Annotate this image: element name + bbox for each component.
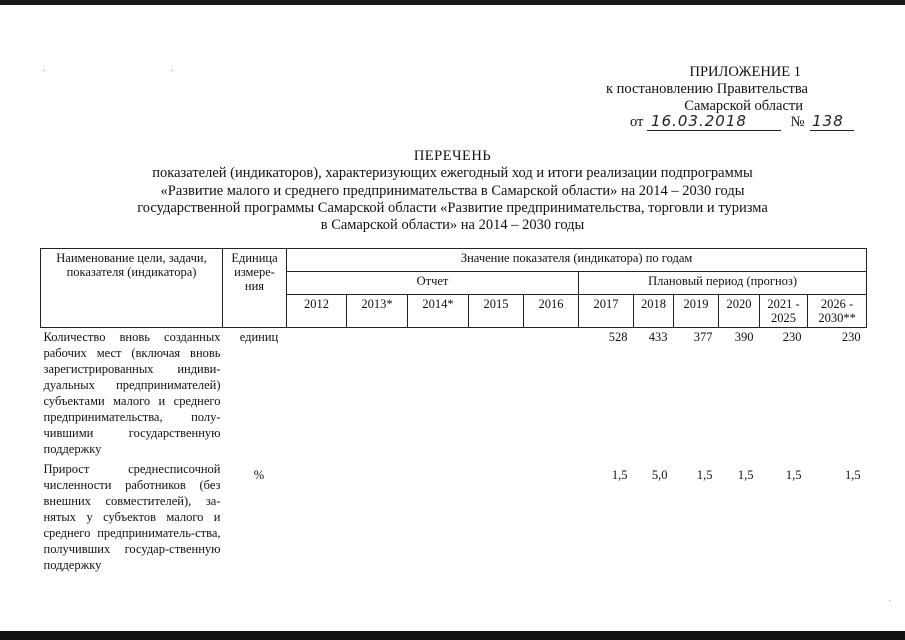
header-report: Отчет — [287, 272, 579, 295]
value-cell: 377 — [693, 330, 713, 344]
appendix-region: Самарской области — [684, 98, 803, 114]
indicator-name: Количество вновь созданных рабочих мест (включая вновь зарегистрированных индиви-дуальных предпринимателей) субъектами малого и среднего предпринимательства, полу-чившими государственную поддержку — [43, 330, 221, 456]
header-values-by-year: Значение показателя (индикатора) по годам — [287, 249, 867, 272]
scan-speck: · — [42, 66, 46, 77]
value-cell: 1,5 — [845, 468, 861, 482]
scan-speck: · — [170, 66, 174, 77]
year-header: 2017 — [579, 295, 634, 328]
appendix-resolution: к постановлению Правительства — [606, 81, 808, 97]
value-cell: 230 — [841, 330, 861, 344]
appendix-block — [488, 64, 808, 115]
value-cell — [347, 460, 408, 573]
heading-title: ПЕРЕЧЕНЬ — [413, 148, 492, 164]
indicator-unit: % — [253, 468, 265, 482]
handwritten-date: 16.03.2018 — [647, 112, 781, 131]
table-row — [41, 328, 867, 461]
value-cell — [287, 328, 347, 461]
value-cell — [287, 460, 347, 573]
appendix-title: ПРИЛОЖЕНИЕ 1 — [689, 64, 801, 80]
year-header: 2016 — [524, 295, 579, 328]
value-cell: 1,5 — [737, 468, 754, 482]
indicator-name: Прирост среднесписочной численности работников (без внешних совместителей), за-нятых у субъектов малого и среднего предприниматель-ства, получивших государ-ственную поддержку — [43, 462, 221, 572]
value-cell: 390 — [734, 330, 754, 344]
table-row — [41, 460, 867, 573]
heading-line-3: государственной программы Самарской области «Развитие предпринимательства, торговли и туризма — [137, 199, 768, 216]
value-cell: 528 — [608, 330, 628, 344]
value-cell — [408, 460, 469, 573]
resolution-dateline — [630, 112, 854, 131]
value-cell — [524, 460, 579, 573]
value-cell — [408, 328, 469, 461]
document-heading — [0, 148, 905, 234]
from-label: от — [630, 114, 644, 130]
year-header: 2020 — [719, 295, 760, 328]
year-header: 2015 — [469, 295, 524, 328]
number-sign: № — [790, 114, 805, 130]
heading-line-1: показателей (индикаторов), характеризующих ежегодный ход и итоги реализации подпрограммы — [152, 165, 753, 182]
value-cell: 1,5 — [785, 468, 802, 482]
heading-line-4: в Самарской области» на 2014 – 2030 годы — [320, 217, 585, 234]
value-cell: 433 — [648, 330, 668, 344]
year-header: 2026 - 2030** — [808, 295, 867, 328]
value-cell: 1,5 — [611, 468, 628, 482]
value-cell: 230 — [782, 330, 802, 344]
year-header: 2019 — [674, 295, 719, 328]
value-cell: 5,0 — [651, 468, 668, 482]
indicator-unit: единиц — [239, 330, 279, 344]
year-header: 2013* — [347, 295, 408, 328]
scan-border-bottom — [0, 631, 905, 640]
value-cell — [347, 328, 408, 461]
indicators-table — [40, 248, 867, 573]
year-header: 2012 — [287, 295, 347, 328]
value-cell — [524, 328, 579, 461]
heading-line-2: «Развитие малого и среднего предпринимательства в Самарской области» на 2014 – 2030 годы — [160, 182, 745, 199]
header-plan-period: Плановый период (прогноз) — [579, 272, 867, 295]
handwritten-number: 138 — [810, 112, 854, 131]
year-header: 2021 - 2025 — [760, 295, 808, 328]
year-header: 2014* — [408, 295, 469, 328]
year-header: 2018 — [634, 295, 674, 328]
value-cell: 1,5 — [696, 468, 713, 482]
header-unit: Единица измере-ния — [223, 249, 287, 328]
scan-border-top — [0, 0, 905, 5]
value-cell — [469, 460, 524, 573]
header-indicator-name: Наименование цели, задачи, показателя (индикатора) — [41, 249, 223, 328]
value-cell — [469, 328, 524, 461]
scan-speck: · — [888, 596, 892, 607]
